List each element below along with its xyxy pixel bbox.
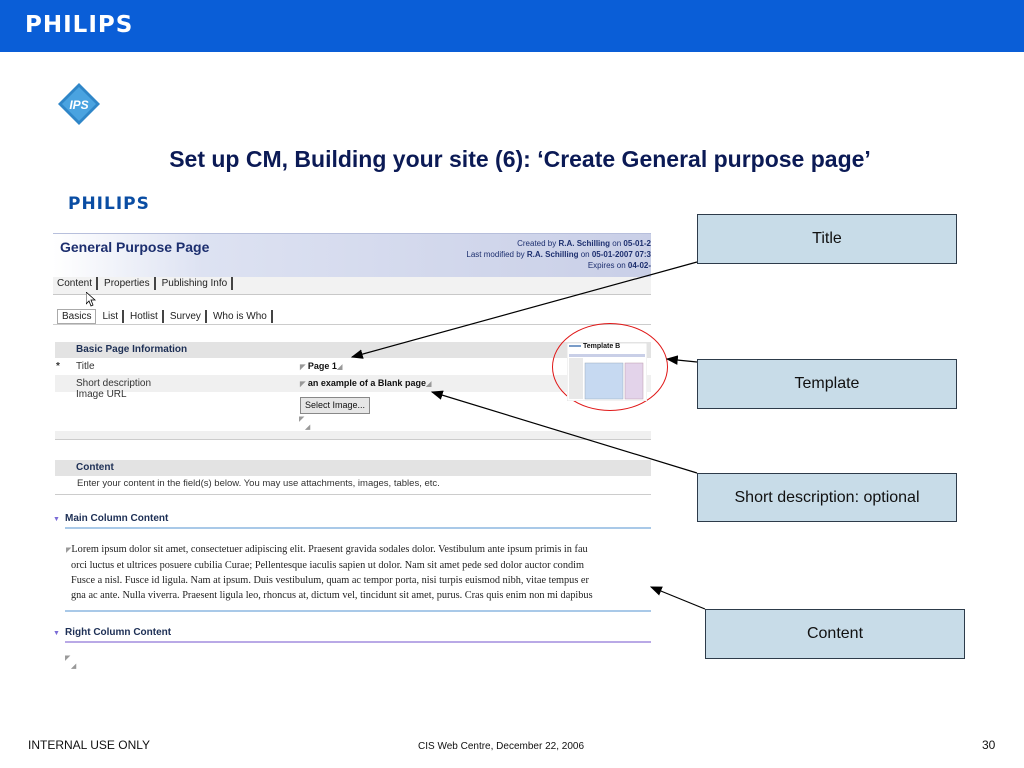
arrow-to-template (667, 359, 697, 362)
tab-survey[interactable]: Survey (166, 310, 207, 323)
callout-title: Title (697, 214, 957, 264)
main-column-header[interactable]: ▼ Main Column Content (53, 513, 169, 524)
tab-hotlist[interactable]: Hotlist (126, 310, 164, 323)
arrow-to-title (352, 262, 697, 357)
image-url-label: Image URL (76, 389, 127, 400)
callout-short-description: Short description: optional (697, 473, 957, 522)
image-url-field[interactable]: ◤ ◢ (299, 416, 311, 431)
title-field[interactable]: ◤ Page 1◢ (300, 361, 343, 371)
right-column-editor[interactable]: ◤ ◢ (65, 655, 77, 670)
page-number: 30 (982, 738, 996, 752)
tab-who-is-who[interactable]: Who is Who (209, 310, 273, 323)
short-description-label: Short description (76, 378, 152, 389)
main-column-editor[interactable]: ◤Lorem ipsum dolor sit amet, consectetuer adipiscing elit. Praesent gravida sodales dolor. Vestibulum ante ipsum primis in fau orci luctus et ultrices posuere cubilia Curae; Pellentesque iaculis sapien ut dolor. Nam sit amet pede sed dolor auctor condim Fusce a nisl. Fusce id ligula. Nam at ipsum. Duis vestibulum, quam ac tempor porta, nisi turpis euismod nibh, vitae tempus er gna ac ante. Nulla viverra. Praesent ligula leo, rhoncus at, dictum vel, tincidunt sit amet, purus. Cras quis enim non mi dapibus (66, 544, 593, 601)
arrow-to-content (651, 587, 705, 609)
tab-list[interactable]: List (98, 310, 124, 323)
content-section-header: Content (55, 460, 651, 476)
basic-info-section-header: Basic Page Information (55, 342, 651, 358)
callout-template: Template (697, 359, 957, 409)
ips-badge-text: IPS (69, 98, 89, 112)
page-meta: Created by R.A. Schilling on 05-01-2 Last modified by R.A. Schilling on 05-01-2007 07:3 Expires on 04-02- (466, 239, 651, 270)
footer-center: CIS Web Centre, December 22, 2006 (418, 741, 585, 752)
required-marker: * (56, 361, 60, 372)
screenshot-philips-logo: PHILIPS (68, 194, 150, 214)
collapse-chevron-icon[interactable]: ▼ (53, 516, 60, 523)
tab-properties[interactable]: Properties (100, 277, 156, 290)
footer-classification: INTERNAL USE ONLY (28, 738, 151, 752)
tab-publishing-info[interactable]: Publishing Info (158, 277, 234, 290)
collapse-chevron-icon[interactable]: ▼ (53, 630, 60, 637)
philips-logo: PHILIPS (25, 12, 134, 38)
title-label: Title (76, 361, 95, 372)
tab-content[interactable]: Content (53, 277, 98, 290)
content-instructions: Enter your content in the field(s) below. You may use attachments, images, tables, etc. (77, 478, 440, 489)
select-image-button[interactable]: Select Image... (300, 397, 370, 414)
arrow-to-short-description (432, 392, 697, 473)
tab-basics[interactable]: Basics (57, 309, 96, 324)
slide-title: Set up CM, Building your site (6): ‘Create General purpose page’ (169, 146, 871, 172)
right-column-header[interactable]: ▼ Right Column Content (53, 627, 172, 638)
page-title: General Purpose Page (60, 239, 210, 255)
short-description-field[interactable]: ◤ an example of a Blank page◢ (300, 378, 432, 388)
callout-content: Content (705, 609, 965, 659)
template-label: Template B (583, 343, 621, 350)
